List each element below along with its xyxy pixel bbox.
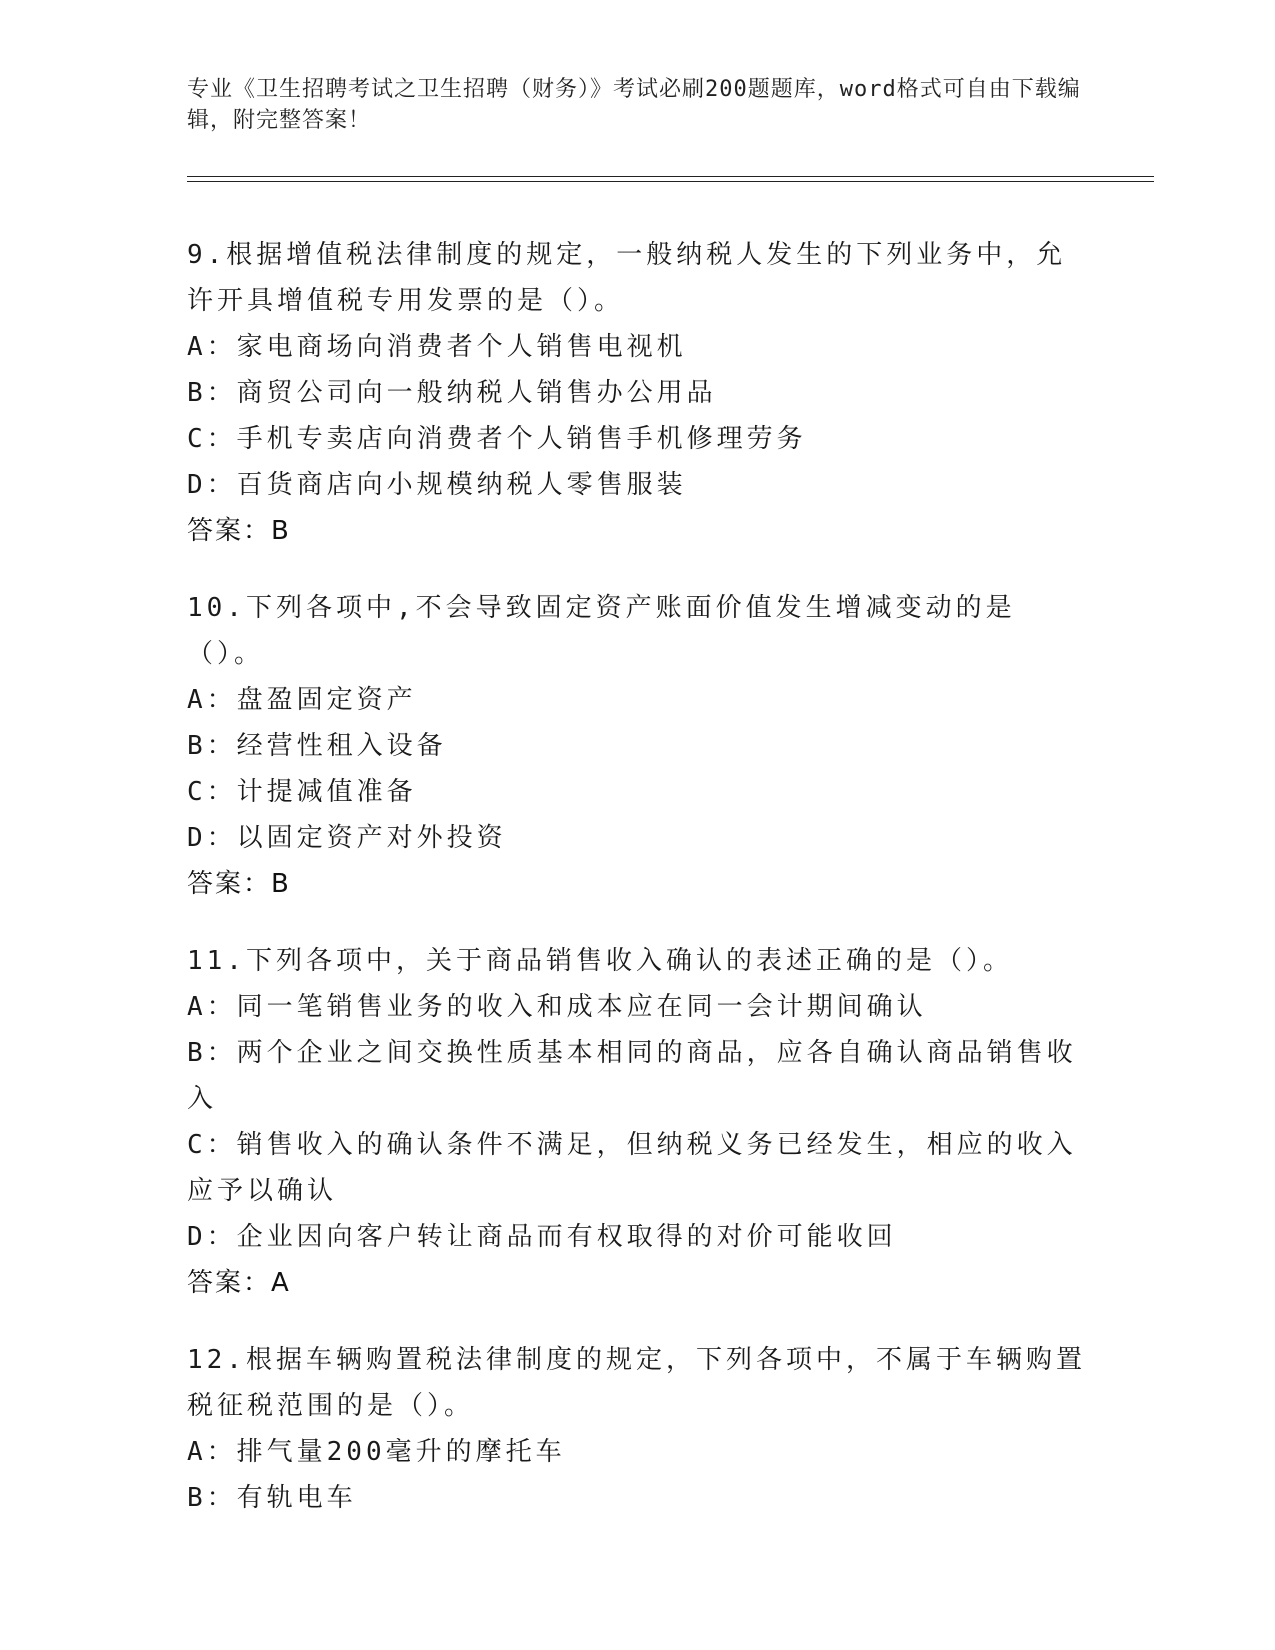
header-divider-bottom	[187, 181, 1154, 182]
option-a: A：同一笔销售业务的收入和成本应在同一会计期间确认	[187, 992, 927, 1022]
option-c: C：销售收入的确认条件不满足，但纳税义务已经发生，相应的收入应予以确认	[187, 1130, 1077, 1206]
question-10	[187, 585, 1087, 907]
option-a: A：盘盈固定资产	[187, 685, 417, 715]
option-a: A：家电商场向消费者个人销售电视机	[187, 332, 687, 362]
option-a: A：排气量200毫升的摩托车	[187, 1437, 566, 1467]
answer-line: 答案：B	[187, 869, 291, 899]
question-stem: 11.下列各项中，关于商品销售收入确认的表述正确的是（）。	[187, 946, 1013, 976]
option-c: C：手机专卖店向消费者个人销售手机修理劳务	[187, 424, 807, 454]
header-divider-top	[187, 176, 1154, 177]
option-d: D：百货商店向小规模纳税人零售服装	[187, 470, 687, 500]
question-stem: 9.根据增值税法律制度的规定，一般纳税人发生的下列业务中，允许开具增值税专用发票的是（）。	[187, 240, 1067, 316]
option-b: B：商贸公司向一般纳税人销售办公用品	[187, 378, 717, 408]
question-9	[187, 232, 1087, 554]
option-b: B：经营性租入设备	[187, 731, 447, 761]
question-stem: 12.根据车辆购置税法律制度的规定，下列各项中，不属于车辆购置税征税范围的是（）。	[187, 1345, 1086, 1421]
answer-line: 答案：A	[187, 1268, 291, 1298]
option-b: B：有轨电车	[187, 1483, 357, 1513]
question-stem: 10.下列各项中,不会导致固定资产账面价值发生增减变动的是（）。	[187, 593, 1016, 669]
document-header: 专业《卫生招聘考试之卫生招聘（财务）》考试必刷200题题库，word格式可自由下载编辑，附完整答案！	[187, 77, 1081, 133]
question-list	[187, 232, 1087, 1552]
question-11	[187, 938, 1087, 1306]
question-12	[187, 1337, 1087, 1521]
option-d: D：企业因向客户转让商品而有权取得的对价可能收回	[187, 1222, 897, 1252]
option-b: B：两个企业之间交换性质基本相同的商品，应各自确认商品销售收入	[187, 1038, 1077, 1114]
answer-line: 答案：B	[187, 516, 291, 546]
option-c: C：计提减值准备	[187, 777, 417, 807]
option-d: D：以固定资产对外投资	[187, 823, 507, 853]
